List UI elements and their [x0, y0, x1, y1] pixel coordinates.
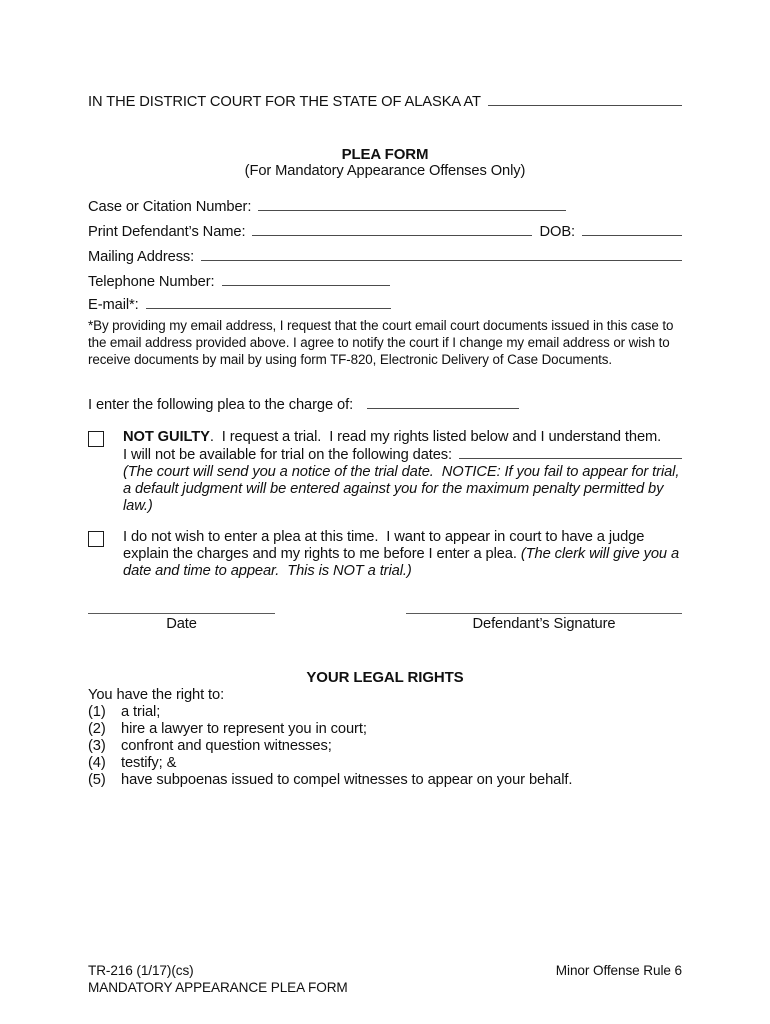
case-number-label: Case or Citation Number: — [88, 199, 252, 215]
defendant-name-blank[interactable] — [252, 223, 532, 236]
list-item-number: (5) — [88, 772, 106, 788]
mailing-address-row — [88, 248, 682, 266]
list-item — [88, 704, 682, 721]
no-plea-option — [88, 529, 682, 580]
list-item-number: (1) — [88, 704, 106, 720]
list-item — [88, 772, 682, 789]
not-guilty-notice: (The court will send you a notice of the trial date. NOTICE: If you fail to appear for trial, a default judgment will be entered against you for the maximum penalty permitted by law.) — [123, 464, 684, 514]
legal-rights-heading: YOUR LEGAL RIGHTS — [306, 669, 464, 686]
plea-charge-label: I enter the following plea to the charge of: — [88, 397, 354, 413]
trial-dates-blank[interactable] — [459, 446, 682, 459]
defendant-name-label: Print Defendant’s Name: — [88, 224, 246, 240]
no-plea-text: I do not wish to enter a plea at this time. I want to appear in court to have a judge explain the charges and my rights to me before I enter a plea. — [123, 529, 649, 562]
no-plea-text-block — [123, 529, 682, 580]
mailing-address-label: Mailing Address: — [88, 249, 195, 265]
not-guilty-title: NOT GUILTY — [123, 429, 210, 445]
legal-rights-intro: You have the right to: — [88, 687, 225, 703]
form-title: PLEA FORM — [341, 146, 429, 163]
trial-dates-label: I will not be available for trial on the following dates: — [123, 447, 453, 463]
page-footer — [88, 962, 682, 996]
not-guilty-option — [88, 429, 682, 515]
telephone-label: Telephone Number: — [88, 274, 215, 290]
list-item-text: have subpoenas issued to compel witnesses to appear on your behalf. — [121, 772, 573, 788]
not-guilty-text — [123, 429, 682, 515]
list-item-text: hire a lawyer to represent you in court; — [121, 721, 367, 737]
date-label: Date — [166, 616, 197, 632]
defendant-signature-label: Defendant’s Signature — [472, 616, 616, 632]
form-name: MANDATORY APPEARANCE PLEA FORM — [88, 980, 348, 995]
not-guilty-sentence: . I request a trial. I read my rights listed below and I understand them. — [209, 429, 662, 445]
plea-charge-row — [88, 396, 682, 414]
court-header-label: IN THE DISTRICT COURT FOR THE STATE OF ALASKA AT — [88, 94, 481, 110]
list-item — [88, 721, 682, 738]
defendant-signature-line[interactable] — [406, 613, 682, 633]
email-blank[interactable] — [146, 296, 391, 309]
rule-reference: Minor Offense Rule 6 — [555, 963, 682, 978]
not-guilty-line1 — [123, 429, 682, 446]
case-number-row — [88, 198, 682, 216]
footer-left — [88, 962, 348, 996]
telephone-blank[interactable] — [222, 273, 390, 286]
signature-row — [88, 613, 682, 633]
no-plea-checkbox[interactable] — [88, 531, 104, 547]
list-item-number: (3) — [88, 738, 106, 754]
email-row — [88, 296, 682, 314]
list-item-text: testify; & — [121, 755, 177, 771]
legal-rights-list — [88, 704, 682, 789]
case-number-blank[interactable] — [258, 198, 566, 211]
dob-label: DOB: — [539, 224, 575, 240]
mailing-address-blank[interactable] — [201, 248, 682, 261]
list-item-text: confront and question witnesses; — [121, 738, 332, 754]
list-item — [88, 755, 682, 772]
dob-blank[interactable] — [582, 223, 682, 236]
telephone-row — [88, 273, 682, 291]
form-number: TR-216 (1/17)(cs) — [88, 963, 194, 978]
court-location-blank[interactable] — [488, 93, 682, 106]
defendant-name-row — [88, 223, 682, 241]
list-item — [88, 738, 682, 755]
plea-charge-blank[interactable] — [367, 396, 519, 409]
list-item-text: a trial; — [121, 704, 161, 720]
list-item-number: (4) — [88, 755, 106, 771]
title-block — [88, 146, 682, 180]
no-plea-note: (The clerk will give you a date and time to appear. This is NOT a trial.) — [123, 546, 684, 579]
trial-dates-row — [123, 446, 682, 464]
legal-rights-section — [88, 669, 682, 789]
email-label: E-mail*: — [88, 297, 139, 313]
date-signature-line[interactable] — [88, 613, 275, 633]
court-header-row — [88, 93, 682, 111]
form-subtitle: (For Mandatory Appearance Offenses Only) — [244, 163, 526, 179]
not-guilty-checkbox[interactable] — [88, 431, 104, 447]
email-disclaimer: *By providing my email address, I request that the court email court documents issued in this case to the email address provided above. I agree to notify the court if I change my email address or wish to receive documents by mail by using form TF-820, Electronic Delivery of Case Documents. — [88, 318, 677, 367]
list-item-number: (2) — [88, 721, 106, 737]
